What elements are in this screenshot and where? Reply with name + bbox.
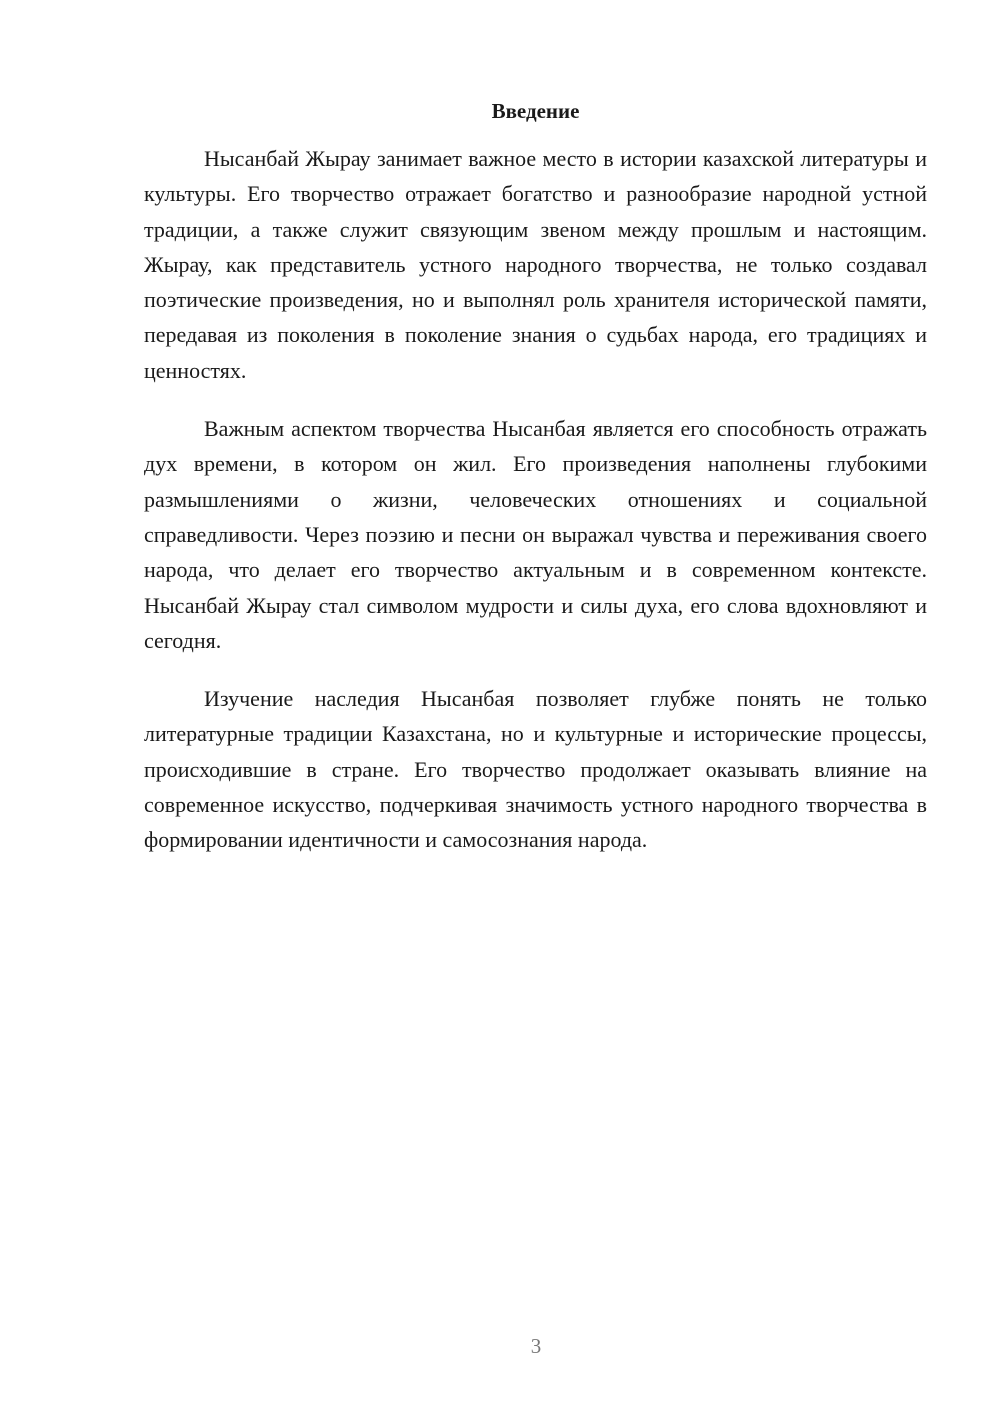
paragraph-1: Нысанбай Жырау занимает важное место в истории казахской литературы и культуры. Его творчество отражает богатство и разнообразие народной устной традиции, а также служит связующим звеном между прошлым и настоящим. Жырау, как представитель устного народного творчества, не только создавал поэтические произведения, но и выполнял роль хранителя исторической памяти, передавая из поколения в поколение знания о судьбах народа, его традициях и ценностях. [144,146,927,383]
body-text [144,141,927,881]
paragraph-2: Важным аспектом творчества Нысанбая является его способность отражать дух времени, в котором он жил. Его произведения наполнены глубокими размышлениями о жизни, человеческих отношениях и социальной справедливости. Через поэзию и песни он выражал чувства и переживания своего народа, что делает его творчество актуальным и в современном контексте. Нысанбай Жырау стал символом мудрости и силы духа, его слова вдохновляют и сегодня. [144,416,927,653]
page-number: 3 [530,1334,542,1358]
paragraph-3: Изучение наследия Нысанбая позволяет глубже понять не только литературные традиции Казахстана, но и культурные и исторические процессы, происходившие в стране. Его творчество продолжает оказывать влияние на современное искусство, подчеркивая значимость устного народного творчества в формировании идентичности и самосознания народа. [144,686,927,853]
page-title: Введение [491,99,580,123]
